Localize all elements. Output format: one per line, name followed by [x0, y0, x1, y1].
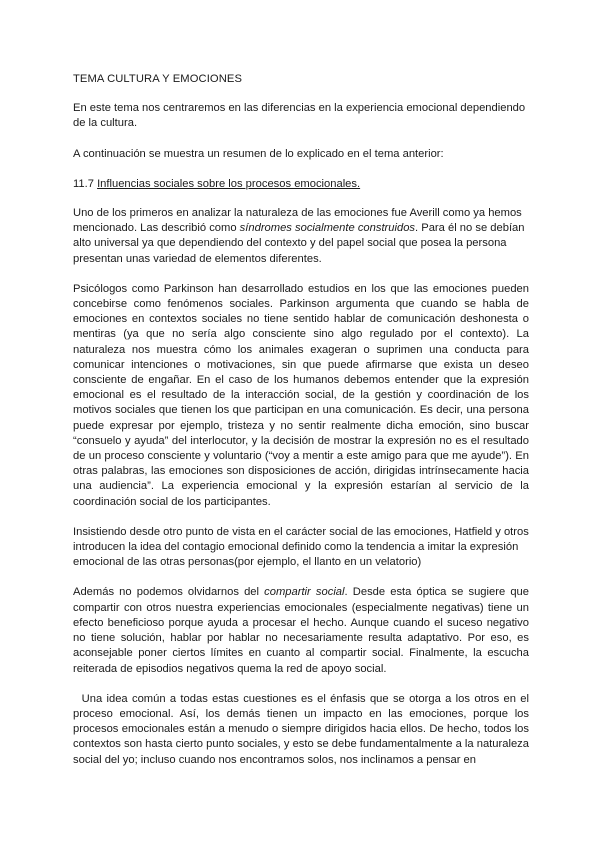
- paragraph-compartir-part1: Además no podemos olvidarnos del: [73, 586, 265, 599]
- paragraph-compartir-part2: . Desde esta óptica se sugiere que compartir con otros nuestra experiencias emocionales (especialmente negativas) tiene un efecto beneficioso porque ayuda a procesar el hecho. Aunque cuando el suceso negativo no tiene solución, hablar por hablar no necesariamente resulta adaptativo. Por eso, es aconsejable poner ciertos límites en cuanto al compartir social. Finalmente, la escucha reiterada de episodios negativos quema la red de apoyo social.: [73, 586, 529, 675]
- intro-paragraph: En este tema nos centraremos en las diferencias en la experiencia emocional dependiendo de la cultura.: [73, 102, 526, 130]
- paragraph-averill: [73, 206, 529, 267]
- paragraph-idea-comun-text: Una idea común a todas estas cuestiones es el énfasis que se otorga a los otros en el proceso emocional. Así, los demás tienen un impacto en las emociones, porque los procesos emocionales están a menudo o siempre dirigidos hacia ellos. De hecho, todos los contextos son hasta cierto punto sociales, y esto se debe fundamentalmente a la naturaleza social del yo; incluso cuando nos encontramos solos, nos inclinamos a pensar en: [73, 692, 529, 766]
- summary-line: A continuación se muestra un resumen de lo explicado en el tema anterior:: [73, 147, 444, 160]
- paragraph-averill-part2: . Para él no se debían alto universal ya que dependiendo del contexto y del papel social que posea la persona presentan unas variedad de elementos diferentes.: [73, 222, 525, 265]
- paragraph-idea-comun: [73, 692, 529, 768]
- section-title-link[interactable]: Influencias sociales sobre los procesos emocionales.: [97, 177, 361, 190]
- paragraph-parkinson: Psicólogos como Parkinson han desarrollado estudios en los que las emociones pueden concebirse como fenómenos sociales. Parkinson argumenta que cuando se habla de emociones en contextos sociales no tiene sentido hablar de comunicación deshonesta o mentiras (ya que no sería algo consciente sino algo regulado por el contexto). La naturaleza nos muestra cómo los animales exageran o suprimen una conducta para comunicar intenciones o motivaciones, sin que puede afirmarse que exista un deseo consciente de engañar. En el caso de los humanos debemos entender que la expresión emocional es el resultado de la interacción social, de la gestión y coordinación de los motivos sociales que tienen los que participan en una comunicación. Es decir, una persona puede expresar por ejemplo, tristeza y no sentir realmente dicha emoción, sino buscar “consuelo y ayuda” del interlocutor, y la decisión de mostrar la expresión no es el resultado de un proceso consciente y voluntario (“voy a mentir a este amigo para que me ayude”). En otras palabras, las emociones son disposiciones de acción, dirigidas intrínsecamente hacia una audiencia”. La experiencia emocional y la expresión estarían al servicio de la coordinación social de los participantes.: [73, 282, 529, 508]
- paragraph-averill-part1: Uno de los primeros en analizar la naturaleza de las emociones fue Averill como ya hemos mencionado. Las describió como: [73, 207, 522, 235]
- paragraph-averill-emphasis: síndromes socialmente construidos: [239, 222, 416, 235]
- paragraph-hatfield: Insistiendo desde otro punto de vista en el carácter social de las emociones, Hatfield y otros introducen la idea del contagio emocional definido como la tendencia a imitar la expresión emocional de las otras personas(por ejemplo, el llanto en un velatorio): [73, 525, 529, 569]
- section-heading: [73, 177, 529, 192]
- document-body: [73, 72, 529, 783]
- paragraph-indent: [73, 693, 82, 705]
- paragraph-compartir-social: [73, 585, 529, 676]
- document-title: TEMA CULTURA Y EMOCIONES: [73, 73, 243, 85]
- paragraph-compartir-emphasis: compartir social: [264, 586, 345, 599]
- section-number: 11.7: [73, 177, 94, 190]
